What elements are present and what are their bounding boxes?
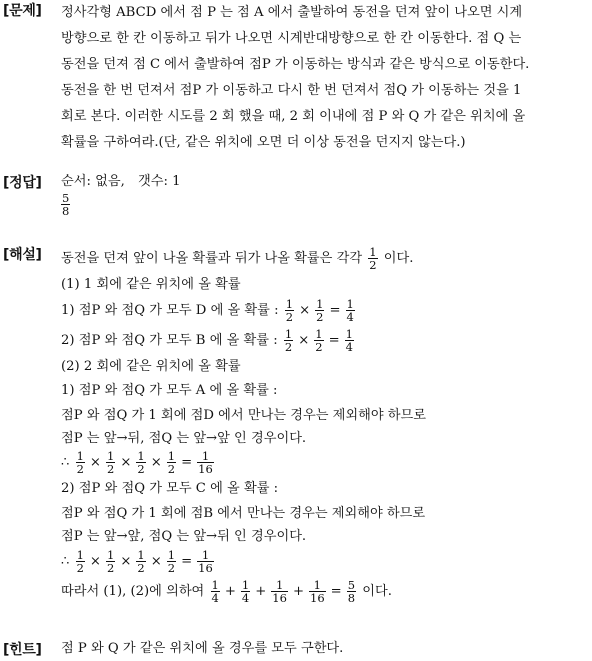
solution-line: ∴ $\frac{1}{2}$ × $\frac{1}{2}$ × $\frac{1}{2}$ × $\frac{1}{2}$ = $\frac{1}{16}$ — [61, 449, 213, 476]
fraction: $\frac{1}{2}$ — [315, 327, 323, 354]
problem-line: 확률을 구하여라.(단, 같은 위치에 오면 더 이상 동전을 던지지 않는다.) — [61, 135, 466, 150]
solution-body — [61, 244, 586, 608]
fraction: $\frac{1}{2}$ — [137, 548, 145, 575]
fraction: $\frac{1}{2}$ — [369, 245, 377, 272]
problem-tag: [문제] — [3, 3, 42, 19]
solution-line: 점P 는 앞→뒤, 점Q 는 앞→앞 인 경우이다. — [61, 431, 307, 446]
answer-fraction: $\frac{5}{8}$ — [62, 191, 70, 218]
solution-line: 동전을 던져 앞이 나올 확률과 뒤가 나올 확률은 각각 $\frac{1}{2}$ 이다. — [61, 245, 414, 272]
solution-tag: [해설] — [3, 247, 42, 263]
fraction: $\frac{1}{2}$ — [167, 449, 176, 476]
hint-line: 점 P 와 Q 가 같은 위치에 올 경우를 모두 구한다. — [61, 641, 344, 656]
solution-line: (1) 1 회에 같은 위치에 올 확률 — [61, 277, 241, 292]
fraction: $\frac{1}{2}$ — [137, 449, 145, 476]
problem-line: 방향으로 한 칸 이동하고 뒤가 나오면 시계반대방향으로 한 칸 이동한다. 점 Q 는 — [61, 31, 522, 46]
fraction: $\frac{1}{2}$ — [76, 449, 84, 476]
answer-body — [61, 172, 586, 217]
solution-line: (2) 2 회에 같은 위치에 올 확률 — [61, 359, 241, 374]
problem-body — [61, 0, 586, 156]
problem-line: 동전을 던져 점 C 에서 출발하여 점P 가 이동하는 방식과 같은 방식으로 이동한다. — [61, 57, 530, 72]
fraction: $\frac{1}{4}$ — [345, 327, 353, 354]
solution-line: ∴ $\frac{1}{2}$ × $\frac{1}{2}$ × $\frac{1}{2}$ × $\frac{1}{2}$ = $\frac{1}{16}$ — [61, 548, 213, 575]
fraction: $\frac{1}{16}$ — [272, 578, 287, 605]
hint-body — [61, 639, 586, 659]
solution-line: 따라서 (1), (2)에 의하여 $\frac{1}{4}$ + $\frac{1}{4}$ + $\frac{1}{16}$ + $\frac{1}{16}$ = $\frac{5}{8}$ 이다. — [61, 578, 392, 605]
solution-line: 2) 점P 와 점Q 가 모두 B 에 올 확률 : $\frac{1}{2}$ × $\frac{1}{2}$ = $\frac{1}{4}$ — [61, 327, 353, 354]
fraction: $\frac{1}{4}$ — [211, 578, 219, 605]
solution-line: 2) 점P 와 점Q 가 모두 C 에 올 확률 : — [61, 481, 279, 496]
fraction: $\frac{1}{16}$ — [198, 449, 213, 476]
solution-line: 1) 점P 와 점Q 가 모두 D 에 올 확률 : $\frac{1}{2}$ × $\frac{1}{2}$ = $\frac{1}{4}$ — [61, 297, 354, 324]
solution-line: 점P 와 점Q 가 1 회에 점D 에서 만나는 경우는 제외해야 하므로 — [61, 408, 427, 423]
problem-line: 동전을 한 번 던져서 점P 가 이동하고 다시 한 번 던져서 점Q 가 이동하는 것을 1 — [61, 83, 522, 98]
fraction: $\frac{1}{16}$ — [310, 578, 325, 605]
fraction: $\frac{5}{8}$ — [347, 578, 356, 605]
fraction: $\frac{1}{2}$ — [106, 548, 115, 575]
fraction: $\frac{1}{2}$ — [167, 548, 176, 575]
fraction: $\frac{1}{2}$ — [76, 548, 84, 575]
fraction: $\frac{1}{2}$ — [285, 297, 294, 324]
answer-tag: [정답] — [3, 175, 42, 191]
fraction: $\frac{1}{16}$ — [198, 548, 213, 575]
fraction: $\frac{1}{4}$ — [241, 578, 250, 605]
solution-line: 점P 와 점Q 가 1 회에 점B 에서 만나는 경우는 제외해야 하므로 — [61, 506, 426, 521]
solution-line: 1) 점P 와 점Q 가 모두 A 에 올 확률 : — [61, 383, 278, 398]
problem-line: 회로 본다. 이러한 시도를 2 회 했을 때, 2 회 이내에 점 P 와 Q 가 같은 위치에 올 — [61, 109, 526, 124]
answer-line: 순서: 없음, 갯수: 1 — [61, 174, 181, 189]
hint-tag: [힌트] — [3, 642, 42, 658]
problem-line: 정사각형 ABCD 에서 점 P 는 점 A 에서 출발하여 동전을 던져 앞이 나오면 시계 — [61, 5, 523, 20]
solution-line: 점P 는 앞→앞, 점Q 는 앞→뒤 인 경우이다. — [61, 529, 307, 544]
fraction: $\frac{1}{4}$ — [346, 297, 354, 324]
fraction: $\frac{1}{2}$ — [284, 327, 293, 354]
fraction: $\frac{1}{2}$ — [106, 449, 115, 476]
fraction: $\frac{1}{2}$ — [316, 297, 324, 324]
